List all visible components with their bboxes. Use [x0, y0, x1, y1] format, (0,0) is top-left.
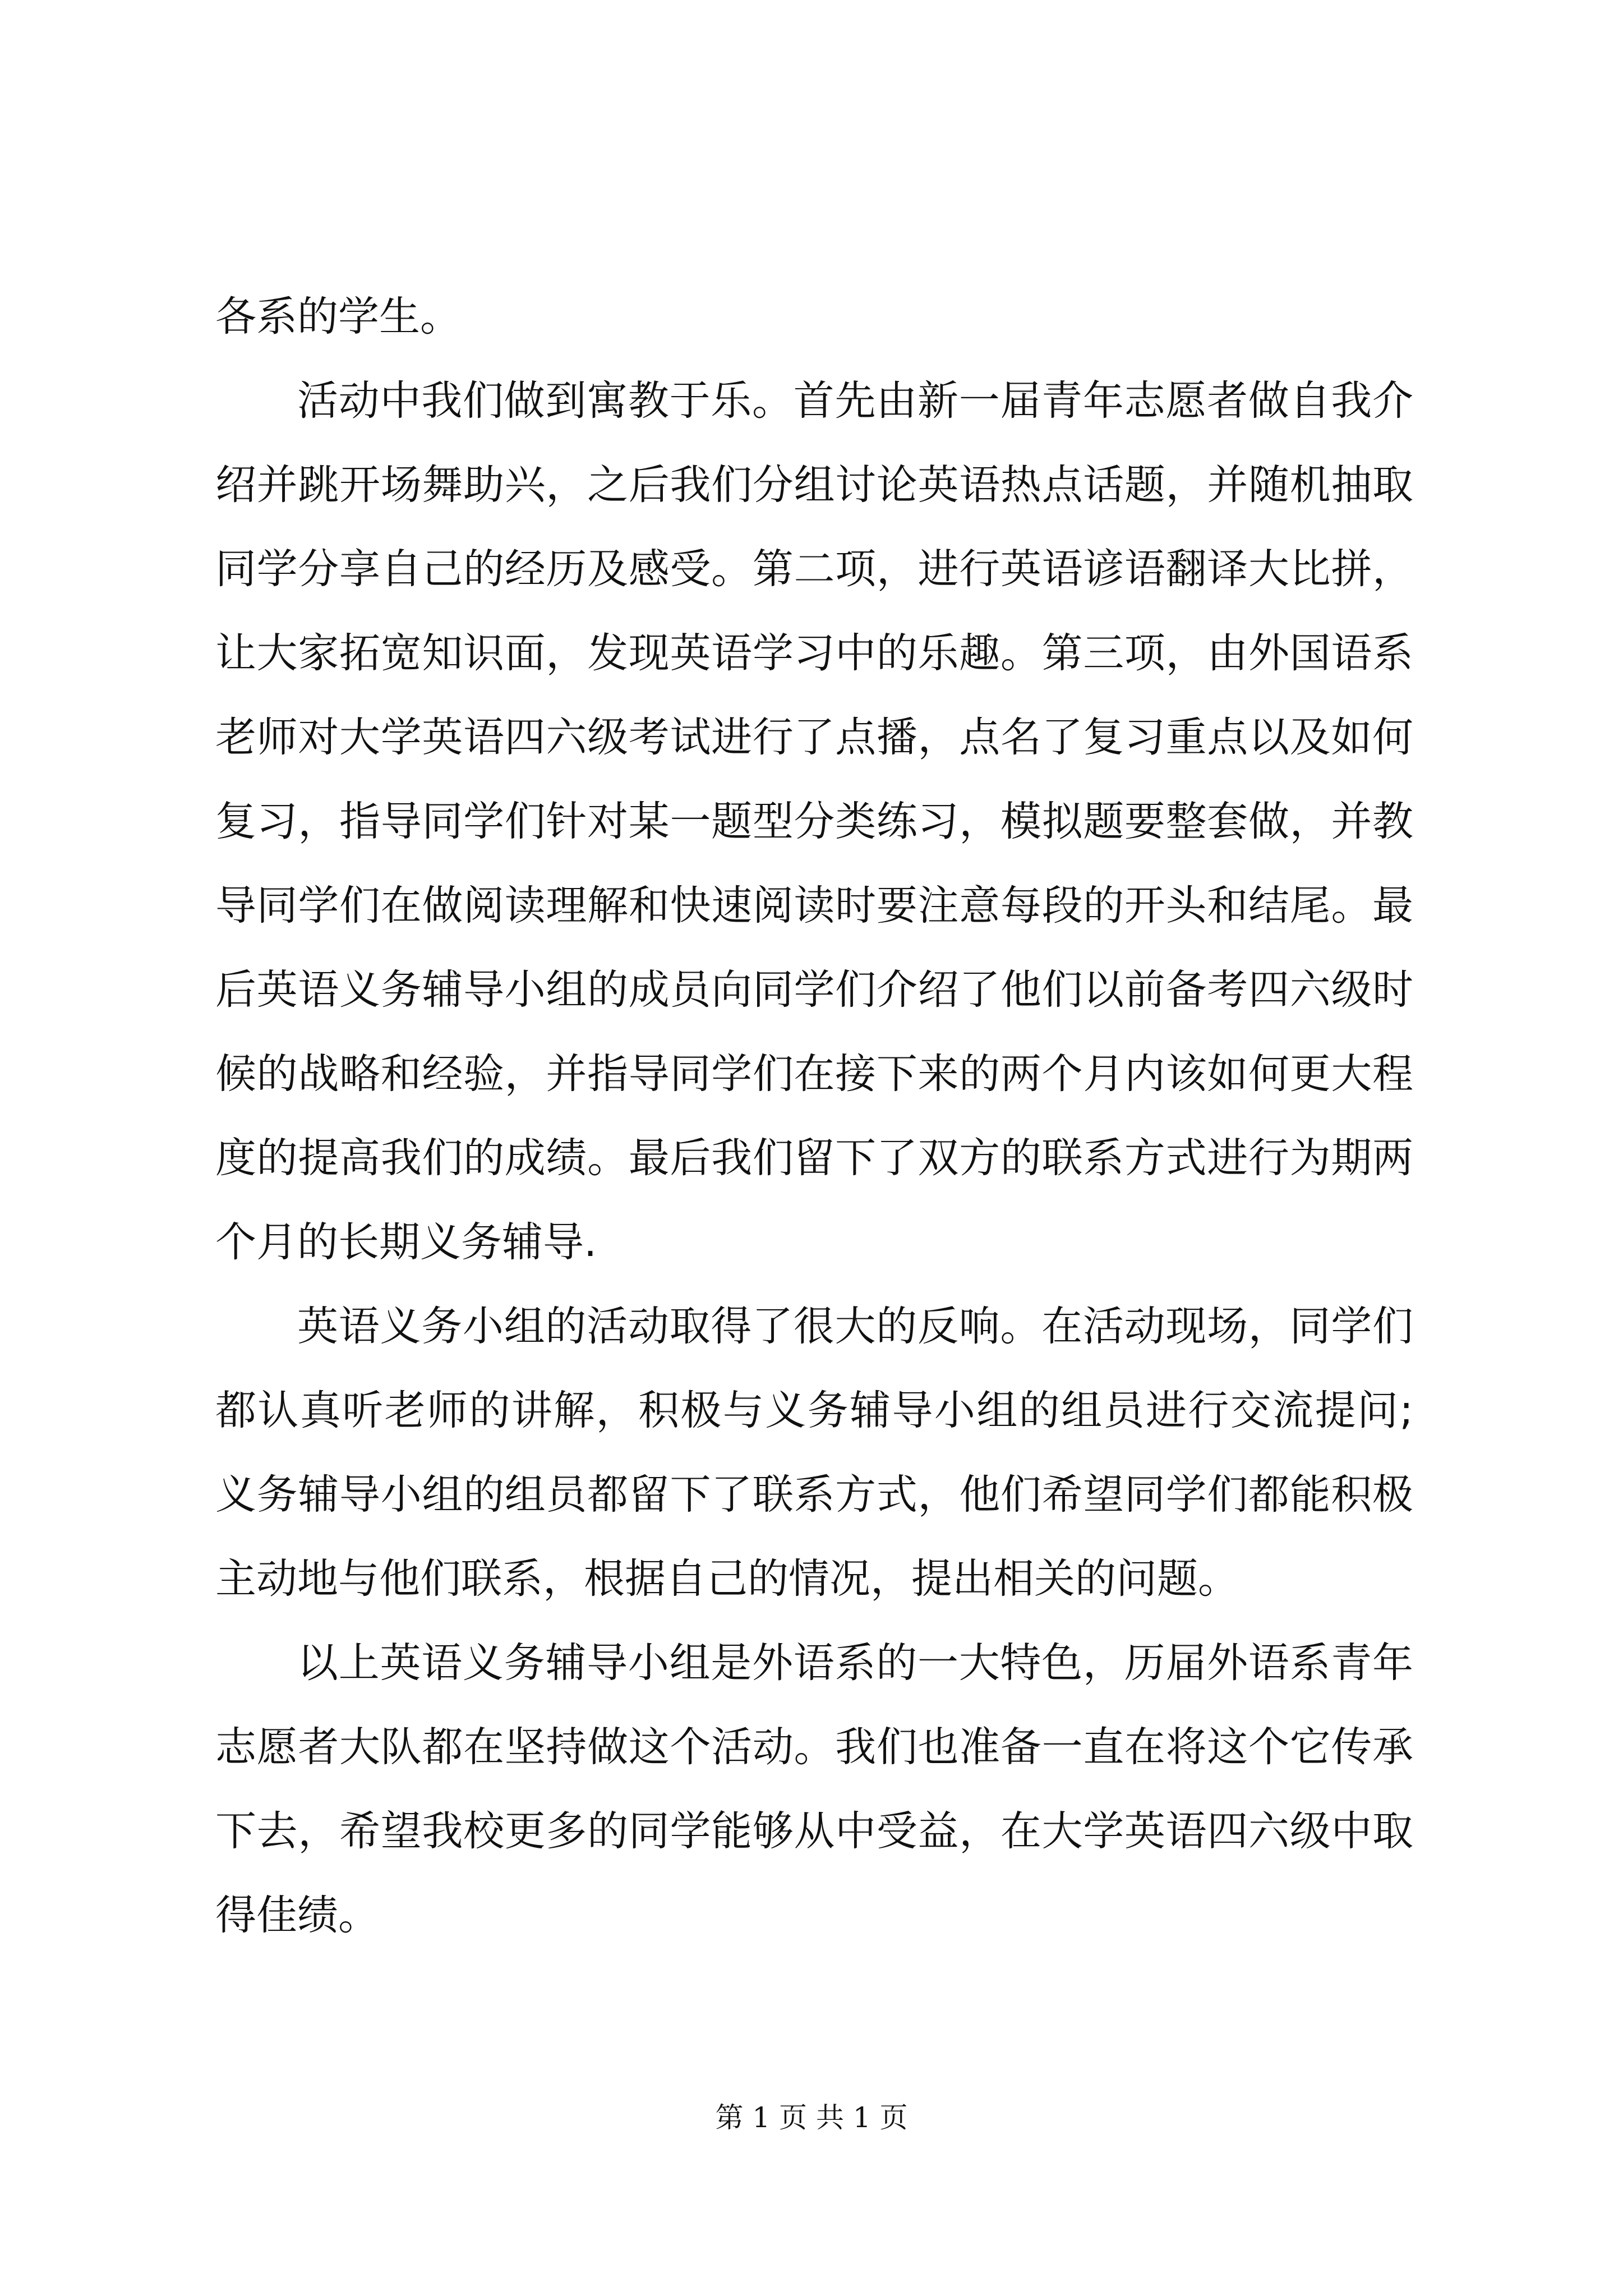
paragraph-4: 以上英语义务辅导小组是外语系的一大特色，历届外语系青年志愿者大队都在坚持做这个活动。我们也准备一直在将这个它传承下去，希望我校更多的同学能够从中受益，在大学英语四六级中取得佳绩。 — [215, 1639, 1413, 1939]
document-body — [215, 275, 1413, 1958]
paragraph-3: 英语义务小组的活动取得了很大的反响。在活动现场，同学们都认真听老师的讲解，积极与义务辅导小组的组员进行交流提问;义务辅导小组的组员都留下了联系方式，他们希望同学们都能积极主动地与他们联系，根据自己的情况，提出相关的问题。 — [215, 1303, 1413, 1603]
paragraph-2: 活动中我们做到寓教于乐。首先由新一届青年志愿者做自我介绍并跳开场舞助兴，之后我们分组讨论英语热点话题，并随机抽取同学分享自己的经历及感受。第二项，进行英语谚语翻译大比拼，让大家拓宽知识面，发现英语学习中的乐趣。第三项，由外国语系老师对大学英语四六级考试进行了点播，点名了复习重点以及如何复习，指导同学们针对某一题型分类练习，模拟题要整套做，并教导同学们在做阅读理解和快速阅读时要注意每段的开头和结尾。最后英语义务辅导小组的成员向同学们介绍了他们以前备考四六级时候的战略和经验，并指导同学们在接下来的两个月内该如何更大程度的提高我们的成绩。最后我们留下了双方的联系方式进行为期两个月的长期义务辅导. — [215, 377, 1413, 1266]
page-number-footer: 第 1 页 共 1 页 — [715, 2101, 908, 2134]
paragraph-1: 各系的学生。 — [215, 293, 461, 341]
